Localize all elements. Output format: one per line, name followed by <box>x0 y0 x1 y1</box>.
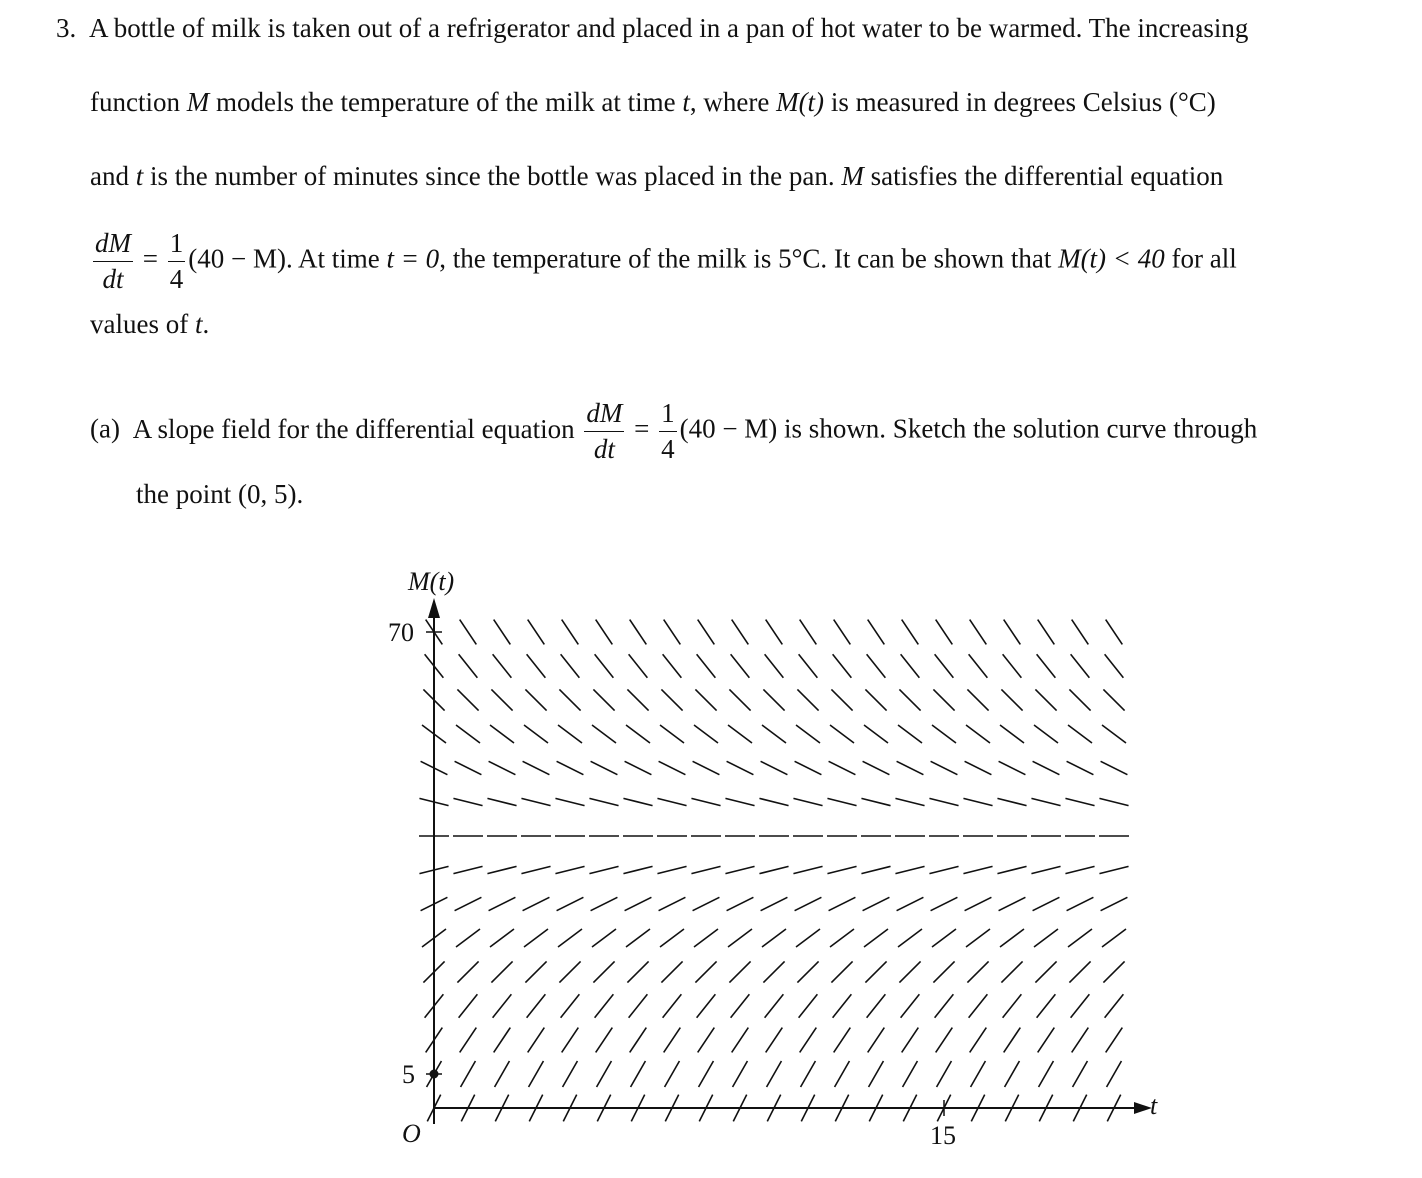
slope-segment <box>865 961 886 982</box>
slope-segment <box>459 654 478 677</box>
slope-segment <box>901 994 920 1017</box>
slope-segment <box>1101 761 1128 774</box>
slope-segment <box>731 994 750 1017</box>
slope-segment <box>965 897 992 910</box>
part-a-line-2: the point (0, 5). <box>136 479 304 509</box>
slope-segment <box>899 689 920 710</box>
slope-segment <box>793 798 822 805</box>
slope-segment <box>997 798 1026 805</box>
slope-segment <box>864 929 888 947</box>
slope-segment <box>591 897 618 910</box>
slope-segment <box>999 897 1026 910</box>
slope-segment <box>1033 897 1060 910</box>
slope-segment <box>759 866 788 873</box>
quarter-fraction-a: $\frac{1}{4}$ <box>661 398 675 464</box>
slope-segment <box>895 798 924 805</box>
slope-segment <box>626 929 650 947</box>
m-axis-label: M(t) <box>408 567 455 596</box>
slope-segment <box>897 897 924 910</box>
slope-segment <box>1005 1061 1020 1087</box>
slope-segment <box>691 798 720 805</box>
slope-segment <box>595 654 614 677</box>
slope-segment <box>1068 725 1092 743</box>
slope-segment <box>733 1061 748 1087</box>
slope-segment <box>694 929 718 947</box>
slope-segment <box>1037 994 1056 1017</box>
slope-segment <box>1072 1028 1089 1053</box>
slope-segment <box>1033 761 1060 774</box>
slope-segment <box>659 897 686 910</box>
slope-segment <box>795 897 822 910</box>
slope-segment <box>487 866 516 873</box>
slope-segment <box>1099 798 1128 805</box>
slope-segment <box>525 961 546 982</box>
slope-segment <box>559 689 580 710</box>
slope-segment <box>1072 620 1089 645</box>
slope-segment <box>521 866 550 873</box>
slope-segment <box>453 798 482 805</box>
part-a-line-1: (a) A slope field for the differential equation $\frac{dM}{dt}$ = $\frac{1}{4}$ (40 − M) is shown. Sketch the solution curve through <box>90 398 1258 464</box>
slope-segment <box>935 654 954 677</box>
quarter-fraction: $\frac{1}{4}$ <box>169 228 184 294</box>
slope-segment <box>903 1061 918 1087</box>
slope-segment <box>525 689 546 710</box>
slope-segment <box>1004 1028 1021 1053</box>
slope-segment <box>661 961 682 982</box>
slope-segment <box>967 961 988 982</box>
equation-rhs: (40 − M) <box>188 243 286 274</box>
slope-segment <box>457 689 478 710</box>
slope-segment <box>901 654 920 677</box>
slope-segment <box>929 866 958 873</box>
slope-segment <box>1069 689 1090 710</box>
slope-segment <box>971 1061 986 1087</box>
slope-segment <box>1039 1061 1054 1087</box>
slope-segment <box>834 1028 851 1053</box>
slope-segment <box>796 725 820 743</box>
x-tick-label-15: 15 <box>930 1121 956 1150</box>
slope-segment <box>629 994 648 1017</box>
slope-segment <box>596 620 613 645</box>
slope-segment <box>969 654 988 677</box>
slope-segment <box>727 897 754 910</box>
slope-segment <box>761 761 788 774</box>
slope-segment <box>731 654 750 677</box>
slope-segment <box>456 725 480 743</box>
slope-segment <box>456 929 480 947</box>
slope-segment <box>1102 929 1126 947</box>
slope-segment <box>796 929 820 947</box>
slope-segment <box>664 620 681 645</box>
slope-segment <box>524 725 548 743</box>
slope-segment <box>664 1028 681 1053</box>
origin-label: O <box>402 1119 421 1148</box>
slope-segment <box>800 1028 817 1053</box>
slope-segment <box>589 866 618 873</box>
slope-segment <box>728 725 752 743</box>
slope-segment <box>1067 897 1094 910</box>
slope-segment <box>592 725 616 743</box>
slope-segment <box>766 1028 783 1053</box>
slope-segment <box>459 994 478 1017</box>
slope-segment <box>1037 654 1056 677</box>
slope-segment <box>933 689 954 710</box>
slope-segment <box>629 654 648 677</box>
slope-segment <box>970 1028 987 1053</box>
question-line-2: function M models the temperature of the milk at time t, where M(t) is measured in degrees Celsius (°C) <box>90 87 1216 117</box>
slope-segment <box>1034 725 1058 743</box>
slope-segment <box>966 725 990 743</box>
slope-segment <box>800 620 817 645</box>
slope-segment <box>626 725 650 743</box>
slope-segment <box>936 1028 953 1053</box>
slope-segment <box>830 725 854 743</box>
slope-segment <box>694 725 718 743</box>
slope-segment <box>529 1061 544 1087</box>
slope-segment <box>491 689 512 710</box>
slope-segment <box>1004 620 1021 645</box>
slope-segment <box>1106 1028 1123 1053</box>
slope-segment <box>763 961 784 982</box>
slope-segment <box>765 654 784 677</box>
slope-segment <box>831 961 852 982</box>
slope-segment <box>801 1061 816 1087</box>
slope-segment <box>527 994 546 1017</box>
slope-segment <box>1065 866 1094 873</box>
question-line-4: $\frac{dM}{dt}$ = $\frac{1}{4}$ (40 − M). At time t = 0, the temperature of the milk is 5°C. It can be shown that M(t) < 40 for all <box>95 228 1237 294</box>
slope-segment <box>861 866 890 873</box>
slope-segment <box>528 620 545 645</box>
slope-segment <box>1068 929 1092 947</box>
slope-segment <box>864 725 888 743</box>
slope-segment <box>1000 725 1024 743</box>
slope-segment <box>793 866 822 873</box>
slope-segment <box>766 620 783 645</box>
slope-segment <box>591 761 618 774</box>
slope-segment <box>491 961 512 982</box>
slope-segment <box>1003 654 1022 677</box>
slope-segment <box>966 929 990 947</box>
slope-segment <box>627 961 648 982</box>
slope-segment <box>528 1028 545 1053</box>
slope-segment <box>969 994 988 1017</box>
slope-segment <box>829 897 856 910</box>
slope-segment <box>521 798 550 805</box>
slope-segment <box>659 761 686 774</box>
slope-segment <box>762 929 786 947</box>
slope-segment <box>1031 866 1060 873</box>
slope-segment <box>1035 961 1056 982</box>
slope-segment <box>897 761 924 774</box>
slope-segment <box>1038 1028 1055 1053</box>
slope-segment <box>593 961 614 982</box>
slope-segment <box>1099 866 1128 873</box>
slope-segment <box>867 654 886 677</box>
slope-segment <box>899 961 920 982</box>
y-tick-label-5: 5 <box>402 1060 415 1089</box>
slope-segment <box>869 1061 884 1087</box>
slope-segment <box>1069 961 1090 982</box>
slope-segment <box>1071 654 1090 677</box>
slope-segment <box>827 866 856 873</box>
slope-segment <box>460 620 477 645</box>
slope-segment <box>699 1061 714 1087</box>
slope-segment <box>999 761 1026 774</box>
slope-segment <box>963 798 992 805</box>
slope-segment <box>695 961 716 982</box>
slope-segment <box>833 654 852 677</box>
slope-segment <box>1106 620 1123 645</box>
slope-segment <box>493 994 512 1017</box>
slope-segment <box>835 1061 850 1087</box>
slope-segment <box>557 761 584 774</box>
slope-segment <box>695 689 716 710</box>
slope-segment <box>831 689 852 710</box>
slope-segment <box>487 798 516 805</box>
slope-segment <box>660 725 684 743</box>
slope-segment <box>625 897 652 910</box>
slope-segment <box>493 654 512 677</box>
slope-segment <box>660 929 684 947</box>
slope-segment <box>1065 798 1094 805</box>
slope-segment <box>1103 961 1124 982</box>
slope-segment <box>895 866 924 873</box>
slope-segment <box>555 798 584 805</box>
slope-segment <box>1038 620 1055 645</box>
slope-segment <box>931 761 958 774</box>
question-number: 3. <box>56 13 77 43</box>
slope-segment <box>931 897 958 910</box>
slope-segment <box>932 929 956 947</box>
slope-segment <box>1035 689 1056 710</box>
slope-segment <box>1101 897 1128 910</box>
slope-segment <box>494 620 511 645</box>
derivative-fraction-a: $\frac{dM}{dt}$ <box>586 398 623 464</box>
slope-segment <box>763 689 784 710</box>
slope-segment <box>863 897 890 910</box>
slope-segment <box>665 1061 680 1087</box>
slope-segment <box>524 929 548 947</box>
slope-segment <box>523 761 550 774</box>
slope-segment <box>1073 1061 1088 1087</box>
slope-segment <box>830 929 854 947</box>
slope-segment <box>527 654 546 677</box>
question-text: A bottle of milk is taken out of a refrigerator and placed in a pan of hot water to be warmed. The increasing <box>89 13 1249 43</box>
slope-segment <box>625 761 652 774</box>
slope-segment <box>561 994 580 1017</box>
slope-segment <box>868 620 885 645</box>
part-a-label: (a) <box>90 413 120 444</box>
slope-segment <box>902 1028 919 1053</box>
slope-segment <box>589 798 618 805</box>
slope-segment <box>1103 689 1124 710</box>
slope-segment <box>1001 961 1022 982</box>
slope-segment <box>489 761 516 774</box>
slope-segment <box>795 761 822 774</box>
slope-segment <box>861 798 890 805</box>
slope-segment <box>1102 725 1126 743</box>
slope-segment <box>562 620 579 645</box>
slope-segment <box>490 929 514 947</box>
slope-segment <box>563 1061 578 1087</box>
slope-segment <box>595 994 614 1017</box>
slope-segment <box>863 761 890 774</box>
slope-segment <box>657 866 686 873</box>
slope-segment <box>937 1061 952 1087</box>
slope-segment <box>833 994 852 1017</box>
slope-segment <box>557 897 584 910</box>
slope-segment <box>729 961 750 982</box>
slope-segment <box>834 620 851 645</box>
slope-segment <box>797 961 818 982</box>
slope-segment <box>865 689 886 710</box>
slope-segment <box>597 1061 612 1087</box>
slope-segment <box>490 725 514 743</box>
slope-segment <box>1001 689 1022 710</box>
slope-segment <box>1107 1061 1122 1087</box>
slope-segment <box>935 994 954 1017</box>
slope-segment <box>562 1028 579 1053</box>
slope-segment <box>1003 994 1022 1017</box>
slope-segment <box>932 725 956 743</box>
slope-segment <box>1067 761 1094 774</box>
slope-segment <box>970 620 987 645</box>
slope-segment <box>933 961 954 982</box>
slope-segment <box>799 654 818 677</box>
slope-segment <box>929 798 958 805</box>
slope-segment <box>829 761 856 774</box>
initial-point <box>430 1070 439 1079</box>
slope-segment <box>555 866 584 873</box>
slope-segment <box>457 961 478 982</box>
slope-segment <box>997 866 1026 873</box>
slope-segment <box>631 1061 646 1087</box>
slope-segment <box>797 689 818 710</box>
slope-segment <box>827 798 856 805</box>
slope-segment <box>1105 654 1124 677</box>
slope-segment <box>558 929 582 947</box>
slope-segment <box>691 866 720 873</box>
slope-segment <box>1071 994 1090 1017</box>
slope-segment <box>657 798 686 805</box>
question-line-5: values of t. <box>90 309 210 339</box>
m-axis-arrow <box>428 598 440 618</box>
slope-segment <box>627 689 648 710</box>
slope-segment <box>661 689 682 710</box>
slope-segment <box>623 866 652 873</box>
derivative-fraction: $\frac{dM}{dt}$ <box>95 228 131 294</box>
slope-segment <box>902 620 919 645</box>
slope-segment <box>965 761 992 774</box>
slope-segment <box>489 897 516 910</box>
slope-segment <box>523 897 550 910</box>
slope-segment <box>455 761 482 774</box>
slope-segment <box>1105 994 1124 1017</box>
slope-segment <box>561 654 580 677</box>
slope-segment <box>697 994 716 1017</box>
slope-segment <box>461 1061 476 1087</box>
slope-segment <box>698 1028 715 1053</box>
slope-segment <box>762 725 786 743</box>
slope-segment <box>725 798 754 805</box>
slope-segment <box>898 725 922 743</box>
slope-segment <box>936 620 953 645</box>
slope-segment <box>630 1028 647 1053</box>
slope-segment <box>1031 798 1060 805</box>
slope-segment <box>455 897 482 910</box>
slope-segment <box>799 994 818 1017</box>
slope-segment <box>728 929 752 947</box>
slope-segment <box>630 620 647 645</box>
slope-segment <box>765 994 784 1017</box>
slope-segment <box>698 620 715 645</box>
slope-segment <box>593 689 614 710</box>
slope-segment <box>898 929 922 947</box>
slope-segment <box>495 1061 510 1087</box>
slope-segment <box>725 866 754 873</box>
slope-segment <box>759 798 788 805</box>
slope-segment <box>592 929 616 947</box>
slope-segment <box>693 761 720 774</box>
slope-segment <box>494 1028 511 1053</box>
slope-segment <box>761 897 788 910</box>
slope-segment <box>460 1028 477 1053</box>
slope-segment <box>868 1028 885 1053</box>
slope-segment <box>732 1028 749 1053</box>
slope-segment <box>663 654 682 677</box>
question-line-3: and t is the number of minutes since the bottle was placed in the pan. M satisfies the differential equation <box>90 161 1224 191</box>
slope-segment <box>453 866 482 873</box>
slope-segment <box>967 689 988 710</box>
slope-segment <box>727 761 754 774</box>
slope-segment <box>623 798 652 805</box>
slope-segment <box>867 994 886 1017</box>
slope-segment <box>596 1028 613 1053</box>
slope-segment <box>693 897 720 910</box>
y-tick-label-70: 70 <box>388 618 414 647</box>
slope-segment <box>697 654 716 677</box>
t-axis-label: t <box>1150 1091 1158 1120</box>
slope-segment <box>558 725 582 743</box>
slope-segment <box>1000 929 1024 947</box>
slope-segment <box>1034 929 1058 947</box>
slope-segment <box>729 689 750 710</box>
slope-segment <box>559 961 580 982</box>
slope-segment <box>767 1061 782 1087</box>
slope-segment <box>963 866 992 873</box>
slope-segment <box>663 994 682 1017</box>
slope-segment <box>732 620 749 645</box>
